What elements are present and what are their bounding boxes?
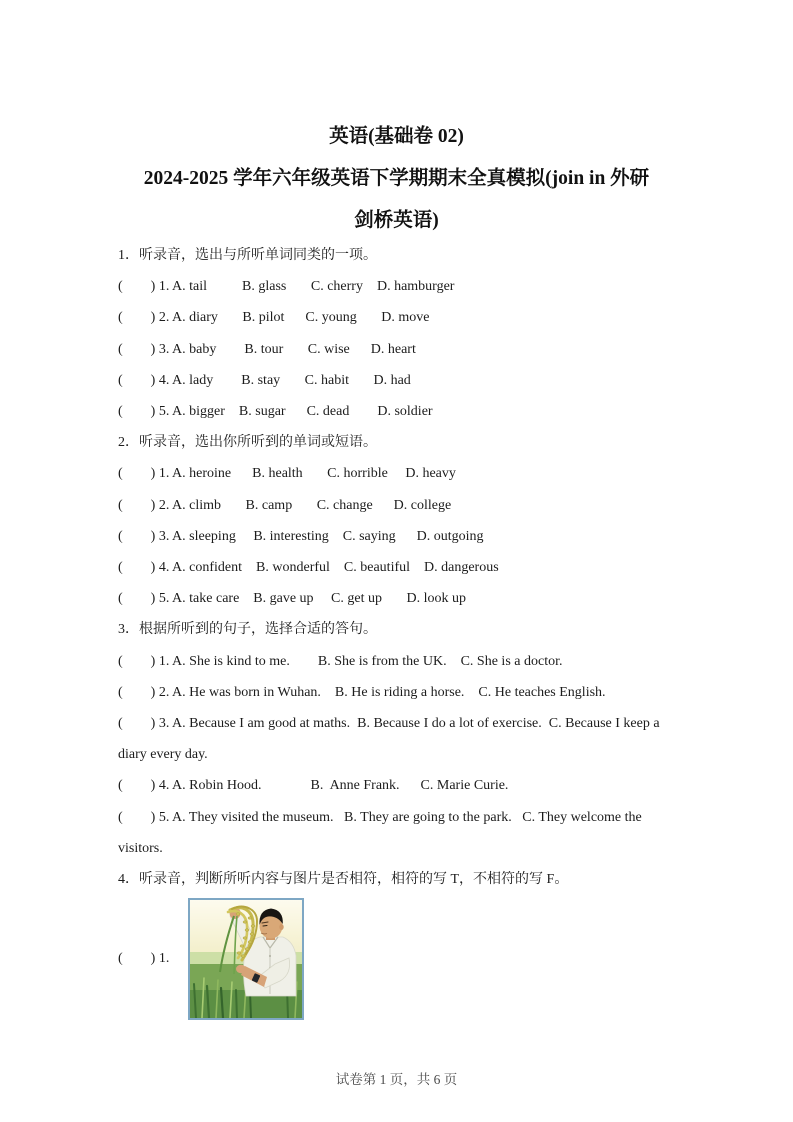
- question-1-item-3: ( ) 3. A. baby B. tour C. wise D. heart: [118, 341, 416, 357]
- question-2-item-4: ( ) 4. A. confident B. wonderful C. beautiful D. dangerous: [118, 560, 499, 576]
- question-2-item-1: ( ) 1. A. heroine B. health C. horrible D. heavy: [118, 466, 456, 482]
- question-4-item-1: [118, 898, 718, 1020]
- question-3-item-4: ( ) 4. A. Robin Hood. B. Anne Frank. C. Marie Curie.: [118, 778, 509, 794]
- paper-title-line-2: 2024-2025 学年六年级英语下学期期末全真模拟(join in 外研: [143, 168, 650, 189]
- question-2-item-2: ( ) 2. A. climb B. camp C. change D. college: [118, 497, 452, 513]
- question-3-item-2: ( ) 2. A. He was born in Wuhan. B. He is riding a horse. C. He teaches English.: [118, 684, 606, 700]
- question-1-item-5: ( ) 5. A. bigger B. sugar C. dead D. soldier: [118, 404, 433, 420]
- page-footer: 试卷第 1 页，共 6 页: [335, 1072, 458, 1087]
- paper-body: [118, 240, 718, 1020]
- paper-title: [0, 116, 793, 242]
- paper-title-line-3: 剑桥英语): [354, 210, 439, 231]
- question-3-item-5-wrap: visitors.: [118, 840, 163, 856]
- question-2-item-5: ( ) 5. A. take care B. gave up C. get up D. look up: [118, 591, 466, 607]
- question-3-item-3-wrap: diary every day.: [118, 747, 208, 763]
- question-1-stem: 1．听录音，选出与所听单词同类的一项。: [118, 248, 377, 263]
- rice-scientist-photo: [188, 898, 304, 1020]
- paper-title-line-1: 英语(基础卷 02): [329, 126, 464, 147]
- question-3-stem: 3．根据所听到的句子，选择合适的答句。: [118, 622, 377, 638]
- rice-scientist-illustration: [190, 900, 302, 1018]
- question-1-item-1: ( ) 1. A. tail B. glass C. cherry D. hamburger: [118, 279, 455, 295]
- question-1-item-2: ( ) 2. A. diary B. pilot C. young D. move: [118, 310, 430, 326]
- question-3-item-1: ( ) 1. A. She is kind to me. B. She is from the UK. C. She is a doctor.: [118, 653, 563, 669]
- question-2-stem: 2．听录音，选出你所听到的单词或短语。: [118, 435, 377, 451]
- question-3-item-3: ( ) 3. A. Because I am good at maths. B. Because I do a lot of exercise. C. Because I keep a: [118, 716, 660, 732]
- question-4-stem: 4．听录音，判断所听内容与图片是否相符，相符的写 T，不相符的写 F。: [118, 872, 569, 888]
- question-3-item-5: ( ) 5. A. They visited the museum. B. They are going to the park. C. They welcome the: [118, 809, 642, 825]
- question-1-item-4: ( ) 4. A. lady B. stay C. habit D. had: [118, 372, 411, 388]
- question-2-item-3: ( ) 3. A. sleeping B. interesting C. saying D. outgoing: [118, 528, 484, 544]
- answer-blank-label: ( ) 1.: [118, 951, 170, 967]
